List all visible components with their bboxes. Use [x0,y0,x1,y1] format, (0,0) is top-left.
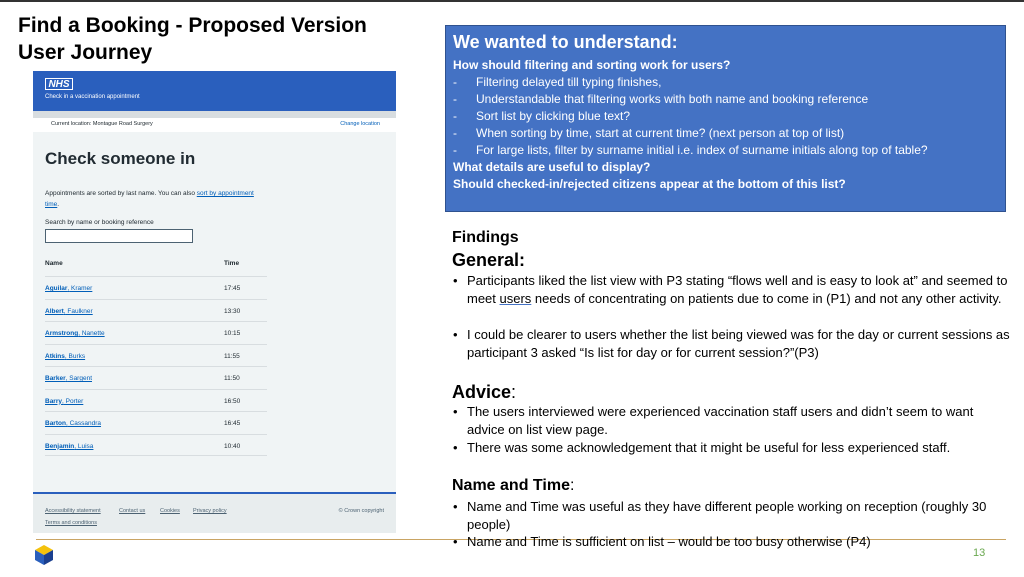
table-row [45,389,267,413]
appointment-time: 10:40 [224,442,241,450]
patient-surname: Aguilar [45,285,68,292]
advice-bullet: • There was some acknowledgement that it might be useful for less experienced staff. [453,440,951,455]
appointment-time: 16:50 [224,397,241,405]
intro-text-body: Appointments are sorted by last name. You can also [45,190,197,197]
patient-name-link[interactable]: Aguilar, Kramer [45,285,93,292]
table-row [45,366,267,390]
question-details: What details are useful to display? [453,160,651,174]
patient-surname: Albert [45,307,64,315]
current-location-text: Current location: Montague Road Surgery [51,121,153,127]
appointment-time: 10:15 [224,330,241,337]
finding-bullet: • Participants liked the list view with P3 stating “flows well and is easy to look at” and seemed to meet users needs of concentrating on patients due to come in (P1) and not any other activity. [453,273,1008,306]
name-time-heading: Name and Time: [452,477,575,494]
service-name: Check in a vaccination appointment [45,94,140,100]
intro-text [45,188,260,210]
slide-title-line-2: User Journey [18,41,153,64]
research-questions-box: We wanted to understand: How should filtering and sorting work for users? - Filtering delayed till typing finishes, - Understandable that filtering works with both name and booking reference - Sort list by clicking blue text? - When sorting by time, start at current time? (next person at top of list) - For large lists, filter by surname initial i.e. index of surname initials along top of table? What details are useful to display? Should checked-in/rejected citizens appear at the bottom of this list? [445,25,1006,212]
patient-first-name: Cassandra [67,420,102,427]
name-time-bullet: • Name and Time was useful as they have different people working on reception (roughly 30 people) [453,499,987,532]
patient-first-name: Nanette [80,330,105,337]
slide-title-line-1: Find a Booking - Proposed Version [18,14,367,37]
table-row [45,411,267,435]
patient-surname: Armstrong [45,330,79,337]
nhs-header [33,71,396,111]
page-footer [33,492,396,533]
advice-heading: Advice: [452,382,517,402]
patient-surname: Barton [45,420,66,427]
patient-name-link[interactable]: Barker, Sargent [45,375,92,382]
advice-bullet: • The users interviewed were experienced vaccination staff users and didn’t seem to want advice on list view page. [453,404,974,437]
patient-name-link[interactable]: Benjamin, Luisa [45,442,94,450]
cube-logo-icon [33,544,55,566]
location-bar [33,118,396,132]
prototype-screenshot [33,71,396,531]
search-input[interactable] [45,229,193,243]
privacy-policy-link[interactable]: Privacy policy [193,508,227,514]
appointment-time: 11:50 [224,375,240,382]
patient-surname: Atkins [45,352,65,360]
top-border-line [0,0,1024,2]
appointment-time: 17:45 [224,285,241,292]
appointment-time: 13:30 [224,307,241,315]
change-location-link[interactable]: Change location [340,121,380,127]
table-row [45,434,267,458]
patient-name-link[interactable]: Barton, Cassandra [45,420,102,427]
finding-bullet: • I could be clearer to users whether the list being viewed was for the day or current sessions as participant 3 asked “Is list for day or for current session?”(P3) [453,327,1010,360]
patient-name-link[interactable]: Atkins, Burks [45,352,86,360]
patient-surname: Benjamin [45,442,75,450]
patient-first-name: Porter [63,397,84,405]
appointment-time: 11:55 [224,352,240,360]
slide-title [18,12,367,66]
table-row [45,344,267,368]
nhs-logo[interactable]: NHS [45,78,73,90]
cookies-link[interactable]: Cookies [160,508,180,514]
header-divider [33,111,396,118]
sort-by-time-link[interactable]: sort by appointment time [45,190,254,208]
table-row [45,299,267,323]
table-row [45,276,267,300]
contact-us-link[interactable]: Contact us [119,508,146,514]
patient-first-name: Faulkner [65,307,93,315]
findings-title: Findings [452,229,519,246]
patient-first-name: Luisa [76,442,94,450]
copyright-text: © Crown copyright [338,508,384,514]
search-label: Search by name or booking reference [45,219,154,226]
name-time-bullet: • Name and Time is sufficient on list – would be too busy otherwise (P4) [453,534,871,549]
questions-title: We wanted to understand: [453,32,678,52]
patient-first-name: Burks [66,352,86,360]
table-bottom-border [45,455,267,456]
patient-surname: Barker [45,375,66,382]
intro-text-end: . [57,201,60,208]
question-filtering: How should filtering and sorting work for users? [453,58,731,72]
column-header-time: Time [224,260,240,267]
terms-link[interactable]: Terms and conditions [45,520,97,526]
patient-name-link[interactable]: Armstrong, Nanette [45,330,105,337]
page-number: 13 [973,547,986,559]
patient-name-link[interactable]: Barry, Porter [45,397,84,405]
general-heading: General: [452,250,526,270]
question-checked-in: Should checked-in/rejected citizens appear at the bottom of this list? [453,177,846,191]
patient-first-name: Kramer [69,285,93,292]
column-header-name: Name [45,260,63,267]
appointment-time: 16:45 [224,420,241,427]
table-row [45,321,267,345]
accessibility-statement-link[interactable]: Accessibility statement [45,508,101,514]
page-title: Check someone in [45,149,196,168]
patient-name-link[interactable]: Albert, Faulkner [45,307,93,315]
patient-surname: Barry [45,397,62,405]
patient-first-name: Sargent [67,375,92,382]
